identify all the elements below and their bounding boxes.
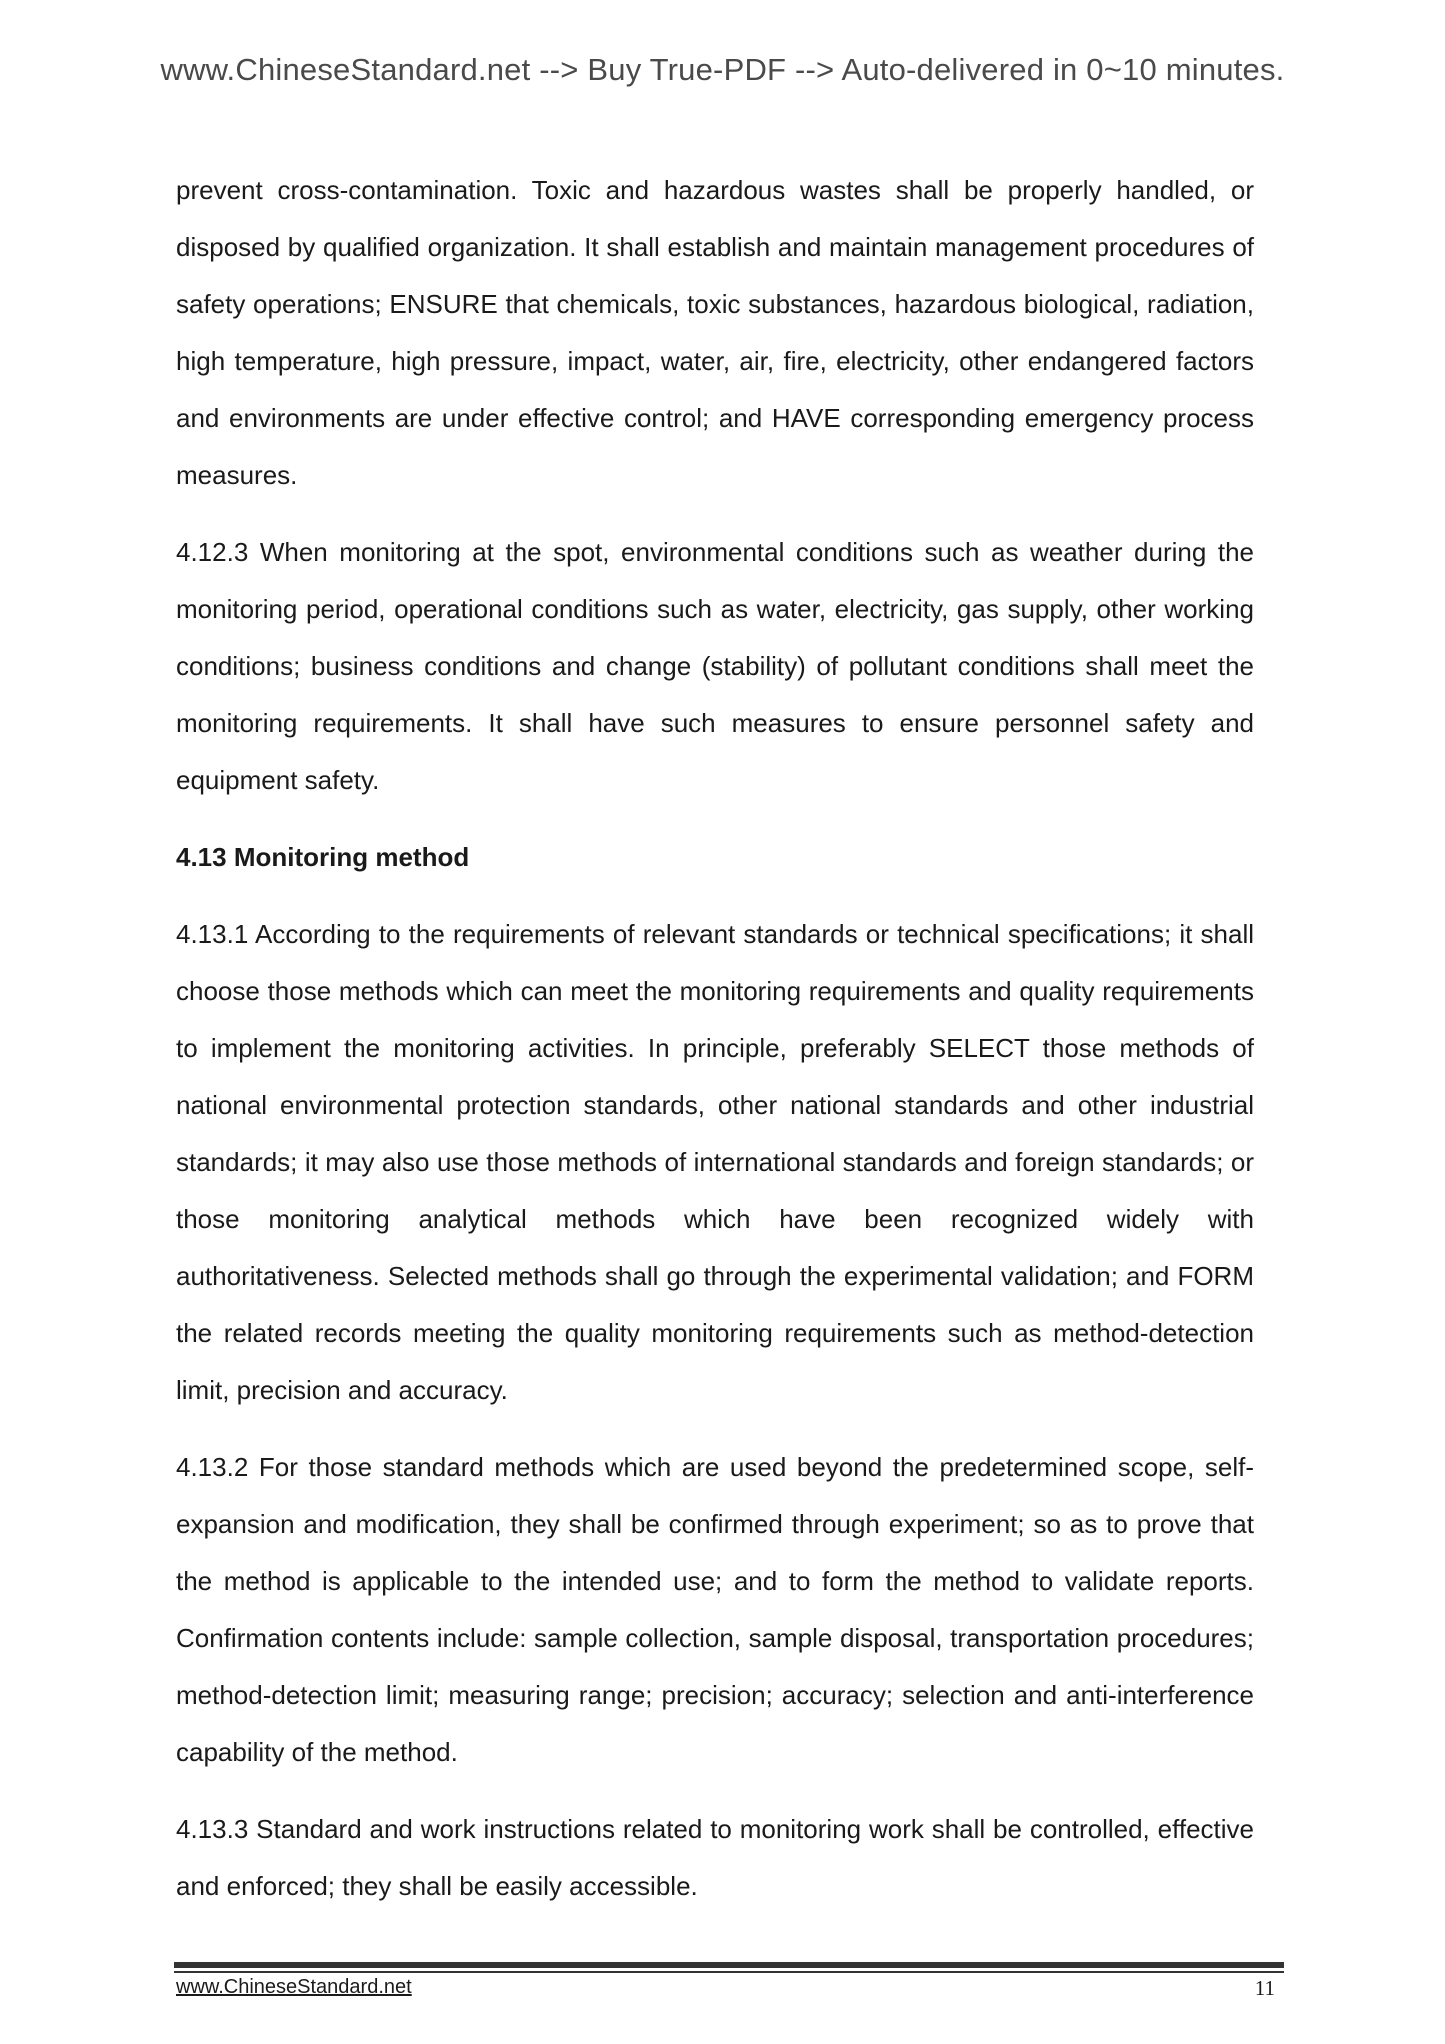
paragraph-safety-procedures: prevent cross-contamination. Toxic and hazardous wastes shall be properly handled, or disposed by qualified organization. It shall establish and maintain management procedures of safety operations; ENSURE that chemicals, toxic substances, hazardous biological, radiation, high temperature, high pressure, impact, water, air, fire, electricity, other endangered factors and environments are under effective control; and HAVE corresponding emergency process measures. bbox=[176, 175, 1254, 490]
footer-website-link[interactable]: www.ChineseStandard.net bbox=[176, 1976, 412, 1998]
section-heading-4-13: 4.13 Monitoring method bbox=[176, 842, 470, 872]
footer-divider-thick bbox=[174, 1962, 1284, 1968]
document-body bbox=[176, 162, 1254, 1935]
paragraph-4-13-2: 4.13.2 For those standard methods which are used beyond the predetermined scope, self-expansion and modification, they shall be confirmed through experiment; so as to prove that the method is applicable to the intended use; and to form the method to validate reports. Confirmation contents include: sample collection, sample disposal, transportation procedures; method-detection limit; measuring range; precision; accuracy; selection and anti-interference capability of the method. bbox=[176, 1452, 1254, 1767]
paragraph-4-13-1: 4.13.1 According to the requirements of relevant standards or technical specifications; it shall choose those methods which can meet the monitoring requirements and quality requirements to implement the monitoring activities. In principle, preferably SELECT those methods of national environmental protection standards, other national standards and other industrial standards; it may also use those methods of international standards and foreign standards; or those monitoring analytical methods which have been recognized widely with authoritativeness. Selected methods shall go through the experimental validation; and FORM the related records meeting the quality monitoring requirements such as method-detection limit, precision and accuracy. bbox=[176, 919, 1254, 1405]
footer-divider-thin bbox=[174, 1971, 1284, 1973]
paragraph-4-12-3: 4.12.3 When monitoring at the spot, environmental conditions such as weather during the monitoring period, operational conditions such as water, electricity, gas supply, other working conditions; business conditions and change (stability) of pollutant conditions shall meet the monitoring requirements. It shall have such measures to ensure personnel safety and equipment safety. bbox=[176, 537, 1254, 795]
page-number: 11 bbox=[1254, 1976, 1275, 2000]
top-banner: www.ChineseStandard.net --> Buy True-PDF --> Auto-delivered in 0~10 minutes. bbox=[160, 52, 1285, 87]
paragraph-4-13-3: 4.13.3 Standard and work instructions related to monitoring work shall be controlled, effective and enforced; they shall be easily accessible. bbox=[176, 1814, 1254, 1901]
